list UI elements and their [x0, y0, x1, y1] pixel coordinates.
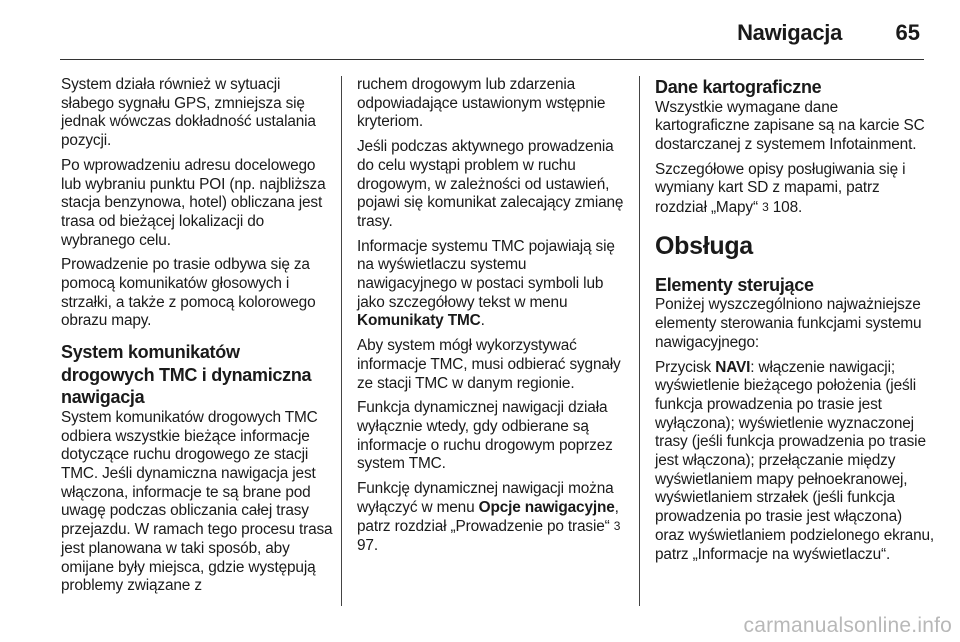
header-divider [60, 59, 924, 60]
paragraph: System działa również w sytuacji słabego sygnału GPS, zmniejsza się jednak wówczas dokładność ustalania pozycji. [61, 76, 316, 150]
paragraph-text: Funkcję dynamicznej nawigacji można wyłączyć w menu [357, 480, 614, 516]
paragraph: Wszystkie wymagane dane kartograficzne zapisane są na karcie SC dostarczanej z systemem Infotainment. [655, 98, 925, 153]
column-2 [357, 76, 629, 562]
paragraph [655, 161, 935, 218]
paragraph: Aby system mógł wykorzystywać informacje TMC, musi odbierać sygnały ze stacji TMC w danym regionie. [357, 337, 621, 392]
reference-arrow-icon: 3 [762, 200, 769, 215]
cross-reference: , patrz rozdział „Prowadzenie po trasie“ [357, 498, 619, 536]
button-name-navi: NAVI [715, 358, 751, 376]
page-header [0, 0, 960, 62]
paragraph-text: Przycisk [655, 358, 712, 376]
column-divider [341, 76, 342, 606]
paragraph: Prowadzenie po trasie odbywa się za pomocą komunikatów głosowych i strzałki, a także z pomocą kolorowego obrazu mapy. [61, 256, 316, 330]
paragraph [357, 238, 629, 332]
watermark: carmanualsonline.info [743, 614, 952, 637]
section-heading-tmc: System komunikatów drogowych TMC i dynamiczna nawigacja [61, 342, 312, 408]
punctuation: . [480, 312, 485, 330]
chapter-title: Nawigacja [737, 20, 842, 45]
menu-name-tmc: Komunikaty TMC [357, 312, 481, 330]
reference-page: 108. [768, 199, 803, 217]
page-number: 65 [895, 20, 920, 45]
column-3 [655, 76, 935, 570]
menu-name-nav-options: Opcje nawigacyjne [478, 498, 615, 516]
section-heading-map-data: Dane kartograficzne [655, 77, 822, 97]
paragraph: System komunikatów drogowych TMC odbiera wszystkie bieżące informacje dotyczące ruchu drogowego ze stacji TMC. Jeśli dynamiczna nawigacja jest włączona, informacje te są brane pod uwagę podczas obliczania całej trasy przejazdu. W ramach tego procesu trasa jest planowana w taki sposób, aby omijane były miejsca, gdzie występują problemy związane z [61, 408, 333, 595]
paragraph [357, 480, 629, 556]
paragraph-text: Informacje systemu TMC pojawiają się na wyświetlaczu systemu nawigacyjnego w postaci symboli lub jako szczegółowy tekst w menu [357, 237, 615, 311]
section-heading-controls: Elementy sterujące [655, 274, 814, 295]
chapter-heading-operation: Obsługa [655, 231, 753, 260]
reference-arrow-icon: 3 [613, 519, 621, 534]
paragraph: Funkcja dynamicznej nawigacji działa wyłącznie wtedy, gdy odbierane są informacje o ruchu drogowym poprzez system TMC. [357, 399, 613, 473]
column-divider [639, 76, 640, 606]
paragraph-text: Szczegółowe opisy posługiwania się i wymiany kart SD z mapami, patrz rozdział „Mapy“ [655, 160, 906, 217]
paragraph [655, 359, 935, 565]
column-1 [61, 76, 333, 602]
paragraph: Poniżej wyszczególniono najważniejsze elementy sterowania funkcjami systemu nawigacyjnego: [655, 296, 922, 351]
paragraph: Po wprowadzeniu adresu docelowego lub wybraniu punktu POI (np. najbliższa stacja benzynowa, hotel) obliczana jest trasa od bieżącej lokalizacji do wybranego celu. [61, 156, 326, 249]
paragraph: Jeśli podczas aktywnego prowadzenia do celu wystąpi problem w ruchu drogowym, w zależności od ustawień, pojawi się komunikat zalecający zmianę trasy. [357, 138, 624, 230]
reference-page: 97. [357, 537, 378, 555]
paragraph-text: : włączenie nawigacji; wyświetlenie bieżącego położenia (jeśli funkcja prowadzenia po trasie jest wyłączona); wyświetlenie wyznaczonej trasy (jeśli funkcja prowadzenia po trasie jest włączona); przełączanie między wyświetlaniem mapy pełnoekranowej, wyświetlaniem strzałek (jeśli funkcja prowadzenia po trasie jest włączona) oraz wyświetlaniem podzielonego ekranu, patrz „Informacje na wyświetlaczu“. [655, 358, 935, 563]
paragraph: ruchem drogowym lub zdarzenia odpowiadające ustawionym wstępnie kryteriom. [357, 76, 606, 131]
